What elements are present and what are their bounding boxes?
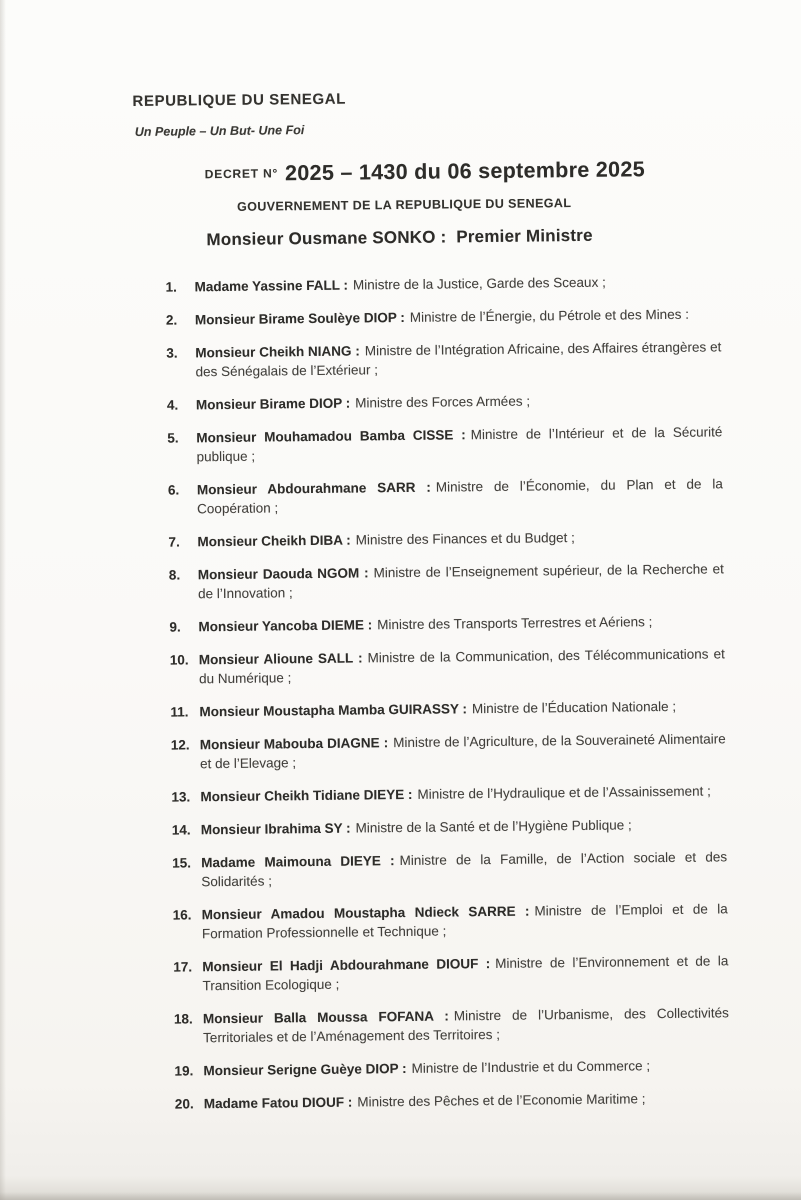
minister-item: [172, 814, 727, 839]
minister-number: 6.: [167, 482, 180, 498]
minister-item: [170, 696, 725, 721]
prime-minister-line: Monsieur Ousmane SONKO : Premier Ministre: [206, 225, 593, 250]
minister-title: Ministre de l’Hydraulique et de l’Assainissement ;: [417, 783, 711, 802]
minister-number: 15.: [172, 855, 192, 871]
minister-item: [174, 1055, 729, 1080]
national-motto: Un Peuple – Un But- Une Foi: [134, 123, 305, 139]
minister-number: 12.: [170, 737, 190, 753]
minister-name: Monsieur Balla Moussa FOFANA :: [202, 1008, 449, 1027]
minister-name: Monsieur Amadou Moustapha Ndieck SARRE :: [201, 903, 530, 923]
minister-number: 19.: [174, 1063, 194, 1079]
minister-number: 9.: [169, 619, 181, 635]
minister-name: Monsieur Moustapha Mamba GUIRASSY :: [199, 701, 468, 720]
minister-title: Ministre de l’Économie, du Plan et de la Coopération ;: [197, 476, 723, 517]
minister-item: [169, 559, 724, 603]
minister-number: 14.: [171, 822, 191, 838]
minister-name: Monsieur Serigne Guèye DIOP :: [203, 1060, 407, 1079]
minister-title: Ministre de l’Éducation Nationale ;: [471, 698, 677, 717]
minister-number: 20.: [174, 1096, 194, 1112]
minister-number: 10.: [169, 652, 189, 668]
minister-item: [167, 422, 722, 466]
minister-item: [175, 1088, 730, 1113]
minister-name: Monsieur Yancoba DIEME :: [198, 617, 373, 635]
minister-name: Monsieur Cheikh NIANG :: [195, 343, 360, 361]
minister-number: 8.: [168, 567, 181, 583]
minister-title: Ministre de la Santé et de l’Hygiène Publique ;: [355, 817, 632, 836]
minister-number: 1.: [165, 279, 177, 295]
minister-name: Madame Fatou DIOUF :: [203, 1094, 353, 1112]
minister-number: 17.: [173, 959, 193, 975]
minister-item: [171, 729, 726, 773]
minister-name: Monsieur El Hadji Abdourahmane DIOUF :: [202, 956, 491, 975]
minister-number: 16.: [172, 907, 192, 923]
minister-item: [171, 781, 726, 806]
scan-edge-bottom: [0, 1192, 801, 1200]
minister-title: Ministre de l’Industrie et du Commerce ;: [411, 1058, 651, 1076]
minister-title: Ministre des Forces Armées ;: [355, 393, 531, 411]
scan-edge-left: [0, 0, 6, 1200]
minister-name: Monsieur Cheikh DIBA :: [197, 532, 351, 550]
minister-number: 4.: [166, 397, 179, 413]
minister-title: Ministre de la Famille, de l’Action sociale et des Solidarités ;: [201, 849, 728, 890]
country-title: REPUBLIQUE DU SENEGAL: [132, 90, 347, 111]
government-heading: GOUVERNEMENT DE LA REPUBLIQUE DU SENEGAL: [236, 196, 572, 214]
minister-item: [166, 271, 721, 296]
minister-title: Ministre de la Justice, Garde des Sceaux ;: [352, 274, 606, 293]
minister-name: Monsieur Cheikh Tidiane DIEYE :: [200, 786, 413, 805]
minister-item: [166, 337, 721, 381]
minister-title: Ministre de l’Intégration Africaine, des Affaires étrangères et des Sénégalais de l’Extérieur ;: [195, 339, 722, 380]
minister-number: 5.: [167, 430, 179, 446]
minister-item: [169, 611, 724, 636]
minister-item: [170, 644, 725, 688]
minister-title: Ministre de la Communication, des Télécommunications et du Numérique ;: [198, 646, 725, 687]
minister-name: Monsieur Alioune SALL :: [198, 650, 363, 668]
minister-title: Ministre des Transports Terrestres et Aériens ;: [377, 614, 653, 633]
minister-number: 2.: [165, 312, 178, 328]
minister-title: Ministre de l’Urbanisme, des Collectivités Territoriales et de l’Aménagement des Territoires ;: [203, 1005, 729, 1046]
minister-item: [173, 951, 728, 995]
minister-item: [173, 899, 728, 943]
decree-number: 2025 – 1430 du 06 septembre 2025: [284, 157, 646, 186]
minister-name: Monsieur Ibrahima SY :: [200, 820, 351, 838]
minister-name: Madame Maimouna DIEYE :: [201, 853, 395, 871]
minister-number: 13.: [171, 789, 191, 805]
minister-number: 18.: [173, 1011, 193, 1027]
minister-title: Ministre de l’Environnement et de la Transition Ecologique ;: [202, 953, 729, 994]
minister-title: Ministre de l’Agriculture, de la Souveraineté Alimentaire et de l’Elevage ;: [199, 731, 726, 772]
minister-item: [166, 304, 721, 329]
minister-number: 3.: [166, 345, 178, 361]
minister-name: Monsieur Daouda NGOM :: [197, 565, 369, 583]
minister-name: Monsieur Mouhamadou Bamba CISSE :: [196, 427, 466, 446]
decree-line: [0, 155, 799, 189]
minister-item: [167, 389, 722, 414]
minister-name: Madame Yassine FALL :: [194, 277, 348, 295]
minister-name: Monsieur Abdourahmane SARR :: [196, 479, 431, 498]
minister-item: [168, 526, 723, 551]
minister-title: Ministre de l’Énergie, du Pétrole et des Mines :: [409, 306, 689, 325]
minister-name: Monsieur Birame Soulèye DIOP :: [194, 309, 405, 328]
minister-name: Monsieur Birame DIOP :: [195, 395, 351, 413]
ministers-list: [166, 271, 730, 1113]
minister-item: [168, 474, 723, 518]
minister-name: Monsieur Mabouba DIAGNE :: [199, 735, 389, 753]
minister-title: Ministre des Pêches et de l’Economie Maritime ;: [357, 1091, 646, 1110]
minister-title: Ministre de l’Enseignement supérieur, de la Recherche et de l’Innovation ;: [198, 561, 724, 602]
minister-number: 11.: [170, 704, 189, 720]
minister-title: Ministre de l’Emploi et de la Formation Professionnelle et Technique ;: [201, 901, 728, 942]
minister-item: [172, 847, 727, 891]
minister-title: Ministre des Finances et du Budget ;: [355, 530, 575, 548]
decree-label: DECRET N°: [204, 166, 279, 182]
minister-number: 7.: [168, 534, 180, 550]
minister-title: Ministre de l’Intérieur et de la Sécurité publique ;: [196, 424, 723, 465]
minister-item: [174, 1003, 729, 1047]
